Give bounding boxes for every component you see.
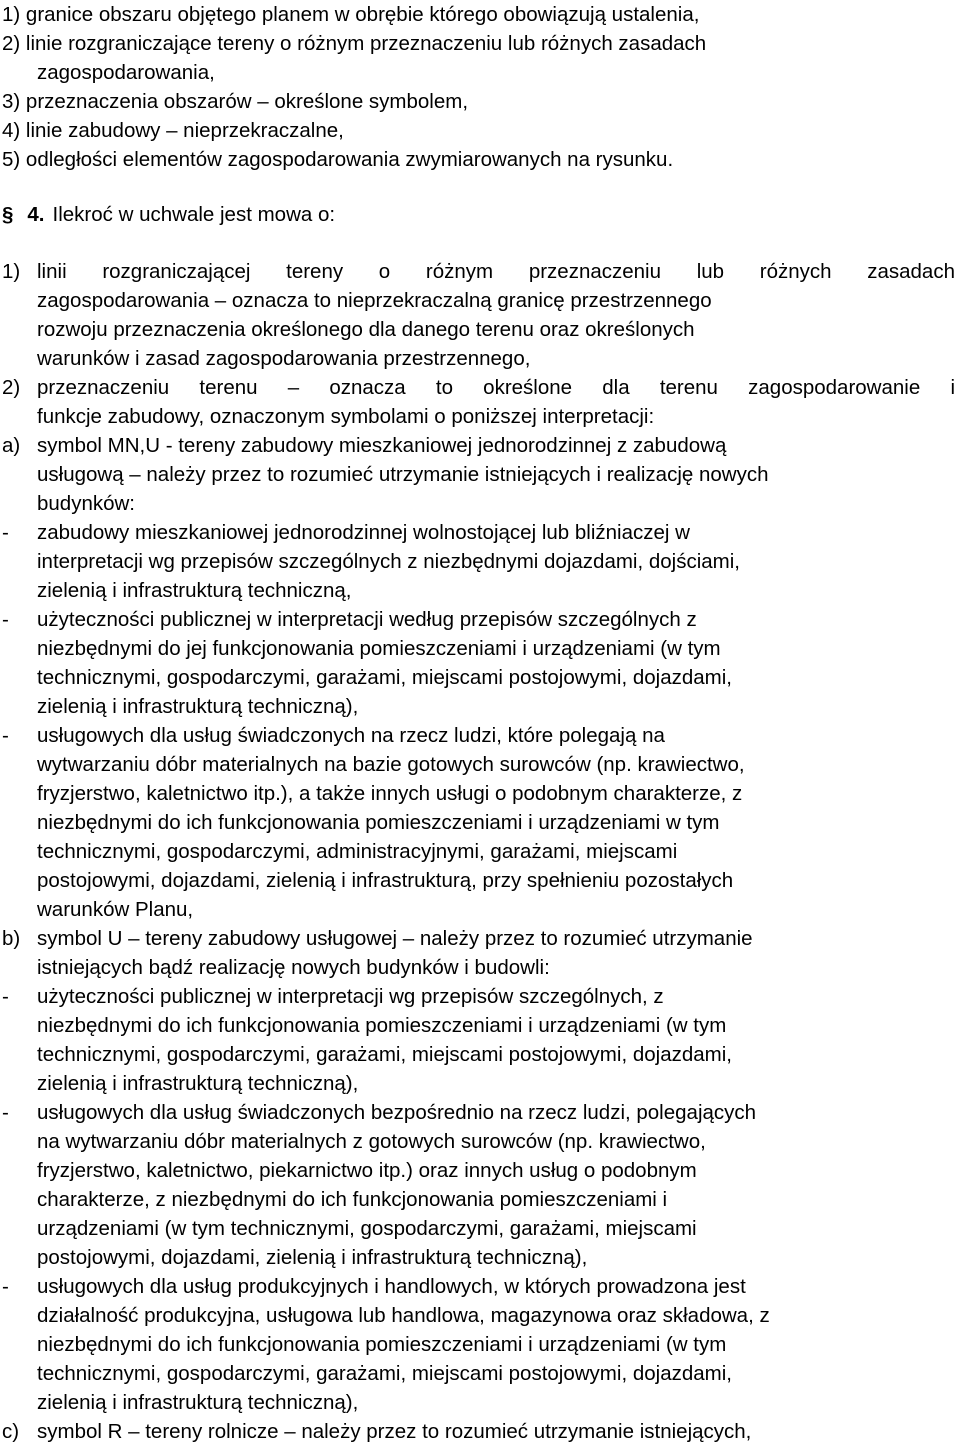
body-text-line: przeznaczeniu terenu – oznacza to określone dla terenu zagospodarowanie i (37, 376, 955, 399)
intro-list-line: 1) granice obszaru objętego planem w obrębie którego obowiązują ustalenia, (2, 3, 700, 26)
body-text-line: warunków i zasad zagospodarowania przestrzennego, (37, 347, 531, 370)
body-text-line: niezbędnymi do ich funkcjonowania pomieszczeniami i urządzeniami (w tym (37, 1014, 727, 1037)
body-text-line: niezbędnymi do ich funkcjonowania pomieszczeniami i urządzeniami (w tym (37, 1333, 727, 1356)
intro-list-line: 5) odległości elementów zagospodarowania zwymiarowanych na rysunku. (2, 148, 674, 171)
body-text-line: zielenią i infrastrukturą techniczną, (37, 579, 352, 602)
list-marker: a) (2, 434, 21, 457)
list-marker: b) (2, 927, 21, 950)
body-text-line: technicznymi, gospodarczymi, garażami, miejscami postojowymi, dojazdami, (37, 1043, 732, 1066)
body-text-line: istniejących bądź realizację nowych budynków i budowli: (37, 956, 550, 979)
list-marker: - (2, 1101, 9, 1124)
body-text-line: technicznymi, gospodarczymi, garażami, miejscami postojowymi, dojazdami, (37, 1362, 732, 1385)
body-text-line: fryzjerstwo, kaletnictwo itp.), a także innych usługi o podobnym charakterze, z (37, 782, 743, 805)
intro-list-line: 2) linie rozgraniczające tereny o różnym przeznaczeniu lub różnych zasadach (2, 32, 707, 55)
body-text-line: wytwarzaniu dóbr materialnych na bazie gotowych surowców (np. krawiectwo, (37, 753, 745, 776)
body-text-line: postojowymi, dojazdami, zielenią i infrastrukturą techniczną), (37, 1246, 588, 1269)
body-text-line: niezbędnymi do ich funkcjonowania pomieszczeniami i urządzeniami w tym (37, 811, 720, 834)
body-text-line: technicznymi, gospodarczymi, garażami, miejscami postojowymi, dojazdami, (37, 666, 732, 689)
list-marker: - (2, 985, 9, 1008)
list-marker: - (2, 724, 9, 747)
list-marker: c) (2, 1420, 20, 1443)
body-text-line: zagospodarowania – oznacza to nieprzekraczalną granicę przestrzennego (37, 289, 712, 312)
body-text-line: niezbędnymi do jej funkcjonowania pomieszczeniami i urządzeniami (w tym (37, 637, 721, 660)
section-heading (2, 200, 335, 229)
list-marker: - (2, 1275, 9, 1298)
body-text-line: warunków Planu, (37, 898, 194, 921)
body-text-line: usługowych dla usług produkcyjnych i handlowych, w których prowadzona jest (37, 1275, 746, 1298)
body-text-line: użyteczności publicznej w interpretacji wg przepisów szczególnych, z (37, 985, 664, 1008)
intro-list-line: zagospodarowania, (37, 61, 215, 84)
body-text-line: usługowych dla usług świadczonych bezpośrednio na rzecz ludzi, polegających (37, 1101, 757, 1124)
body-text-line: rozwoju przeznaczenia określonego dla danego terenu oraz określonych (37, 318, 695, 341)
body-text-line: symbol MN,U - tereny zabudowy mieszkaniowej jednorodzinnej z zabudową (37, 434, 727, 457)
body-text-line: charakterze, z niezbędnymi do ich funkcjonowania pomieszczeniami i (37, 1188, 668, 1211)
body-text-line: symbol R – tereny rolnicze – należy przez to rozumieć utrzymanie istniejących, (37, 1420, 752, 1443)
body-text-line: postojowymi, dojazdami, zielenią i infrastrukturą, przy spełnieniu pozostałych (37, 869, 734, 892)
body-text-line: urządzeniami (w tym technicznymi, gospodarczymi, garażami, miejscami (37, 1217, 697, 1240)
list-marker: 1) (2, 260, 21, 283)
body-text-line: linii rozgraniczającej tereny o różnym przeznaczeniu lub różnych zasadach (37, 260, 955, 283)
body-text-line: technicznymi, gospodarczymi, administracyjnymi, garażami, miejscami (37, 840, 678, 863)
body-text-line: interpretacji wg przepisów szczególnych z niezbędnymi dojazdami, dojściami, (37, 550, 741, 573)
body-text-line: fryzjerstwo, kaletnictwo, piekarnictwo itp.) oraz innych usług o podobnym (37, 1159, 697, 1182)
body-text-line: symbol U – tereny zabudowy usługowej – należy przez to rozumieć utrzymanie (37, 927, 753, 950)
intro-list-line: 4) linie zabudowy – nieprzekraczalne, (2, 119, 344, 142)
body-text-line: działalność produkcyjna, usługowa lub handlowa, magazynowa oraz składowa, z (37, 1304, 770, 1327)
body-text-line: usługowych dla usług świadczonych na rzecz ludzi, które polegają na (37, 724, 665, 747)
list-marker: - (2, 521, 9, 544)
body-text-line: zielenią i infrastrukturą techniczną), (37, 1391, 359, 1414)
body-text-line: usługową – należy przez to rozumieć utrzymanie istniejących i realizację nowych (37, 463, 769, 486)
list-marker: - (2, 608, 9, 631)
section-number: 4. (27, 203, 45, 226)
body-text-line: użyteczności publicznej w interpretacji według przepisów szczególnych z (37, 608, 697, 631)
section-sign: § (2, 203, 14, 226)
list-marker: 2) (2, 376, 21, 399)
intro-list-line: 3) przeznaczenia obszarów – określone symbolem, (2, 90, 469, 113)
body-text-line: na wytwarzaniu dóbr materialnych z gotowych surowców (np. krawiectwo, (37, 1130, 706, 1153)
body-text-line: zielenią i infrastrukturą techniczną), (37, 695, 359, 718)
section-intro: Ilekroć w uchwale jest mowa o: (52, 203, 336, 226)
body-text-line: funkcje zabudowy, oznaczonym symbolami o poniższej interpretacji: (37, 405, 655, 428)
body-text-line: zabudowy mieszkaniowej jednorodzinnej wolnostojącej lub bliźniaczej w (37, 521, 690, 544)
body-text-line: zielenią i infrastrukturą techniczną), (37, 1072, 359, 1095)
body-text-line: budynków: (37, 492, 136, 515)
